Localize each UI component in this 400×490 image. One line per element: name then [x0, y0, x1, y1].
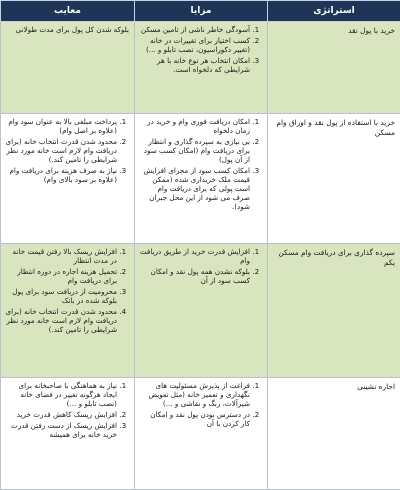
advantages-cell [135, 378, 268, 490]
advantage-item: 1. امکان دریافت فوری وام و خرید در زمان دلخواه [139, 117, 250, 135]
disadvantages-list [5, 117, 129, 184]
advantages-list [139, 381, 262, 428]
advantage-item: 2. بلوکه نشدن همه پول نقد و امکان کسب سود از آن [139, 267, 250, 285]
advantage-item: 2. کسب اختیار برای تغییرات در خانه (تغییر دکوراسیون، نصب تابلو و ...) [139, 36, 250, 54]
disadvantages-cell [1, 378, 135, 490]
disadvantage-item: 3. محرومیت از دریافت سود برای پول بلوکه شده در بانک [5, 287, 117, 305]
header-disadvantages: معایب [1, 1, 135, 22]
disadvantage-item: بلوکه شدن کل پول برای مدت طولانی [16, 25, 129, 34]
strategy-cell: اجاره نشینی [268, 378, 400, 490]
disadvantage-item: 4. محدود شدن قدرت انتخاب خانه (برای دریافت وام لازم است خانه مورد نظر شرایطی را تامین کند.) [5, 307, 117, 334]
disadvantages-list [5, 381, 129, 439]
strategy-cell: سپرده گذاری برای دریافت وام مسکن یکم [268, 244, 400, 378]
table-row [1, 22, 400, 114]
table-row [1, 378, 400, 490]
disadvantages-cell [1, 244, 135, 378]
advantages-list [139, 25, 262, 74]
header-strategy: استراتژی [268, 1, 400, 22]
disadvantages-cell [1, 114, 135, 244]
advantages-cell [135, 114, 268, 244]
disadvantage-item: 2. محدود شدن قدرت انتخاب خانه (برای دریافت وام لازم است خانه مورد نظر شرایطی را تامین کند.) [5, 137, 117, 164]
disadvantage-item: 1. نیاز به هماهنگی با صاحبخانه برای ایجاد هرگونه تغییر در فضای خانه (نصب تابلو و ...) [5, 381, 117, 408]
disadvantage-item: 3. افزایش ریسک از دست رفتن قدرت خرید خانه برای همیشه [5, 421, 117, 439]
disadvantages-list [5, 247, 129, 334]
header-advantages: مزایا [135, 1, 268, 22]
disadvantages-cell [1, 22, 135, 114]
header-row [1, 1, 400, 22]
table-row [1, 244, 400, 378]
disadvantage-item: 1. پرداخت مبلغی بالا به عنوان سود وام (علاوه بر اصل وام) [5, 117, 117, 135]
disadvantage-item: 2. تحمیل هزینه اجاره در دوره انتظار برای دریافت وام [5, 267, 117, 285]
table-row [1, 114, 400, 244]
advantages-cell [135, 22, 268, 114]
advantage-item: 3. امکان انتخاب هر نوع خانه با هر شرایطی که دلخواه است. [139, 56, 250, 74]
advantage-item: 3. امکان کسب سود از مجرای افزایش قیمت ملک خریداری شده (ممکن است پولی که برای دریافت وام صرف می شود از این محل جبران شود). [139, 166, 250, 211]
strategy-cell: خرید با استفاده از پول نقد و اوراق وام مسکن [268, 114, 400, 244]
advantage-item: 2. در دسترس بودن پول نقد و امکان کار کردن با آن [139, 410, 250, 428]
disadvantage-item: 3. نیاز به صرف هزینه برای دریافت وام (علاوه بر سود بالای وام) [5, 166, 117, 184]
strategy-cell: خرید با پول نقد [268, 22, 400, 114]
advantages-cell [135, 244, 268, 378]
advantage-item: 1. آسودگی خاطر ناشی از تامین مسکن [139, 25, 250, 34]
advantage-item: 1. فراغت از پذیرش مسئولیت های نگهداری و تعمیر خانه (مثل تعویض شیرآلات، رنگ و نقاشی و ...) [139, 381, 250, 408]
advantage-item: 2. بی نیازی به سپرده گذاری و انتظار برای دریافت وام (امکان کسب سود از آن پول) [139, 137, 250, 164]
table-body [1, 22, 400, 490]
disadvantage-item: 1. افزایش ریسک بالا رفتن قیمت خانه در مدت انتظار [5, 247, 117, 265]
disadvantage-item: 2. افزایش ریسک کاهش قدرت خرید [5, 410, 117, 419]
advantages-list [139, 247, 262, 285]
advantages-list [139, 117, 262, 211]
advantage-item: 1. افزایش قدرت خرید از طریق دریافت وام [139, 247, 250, 265]
